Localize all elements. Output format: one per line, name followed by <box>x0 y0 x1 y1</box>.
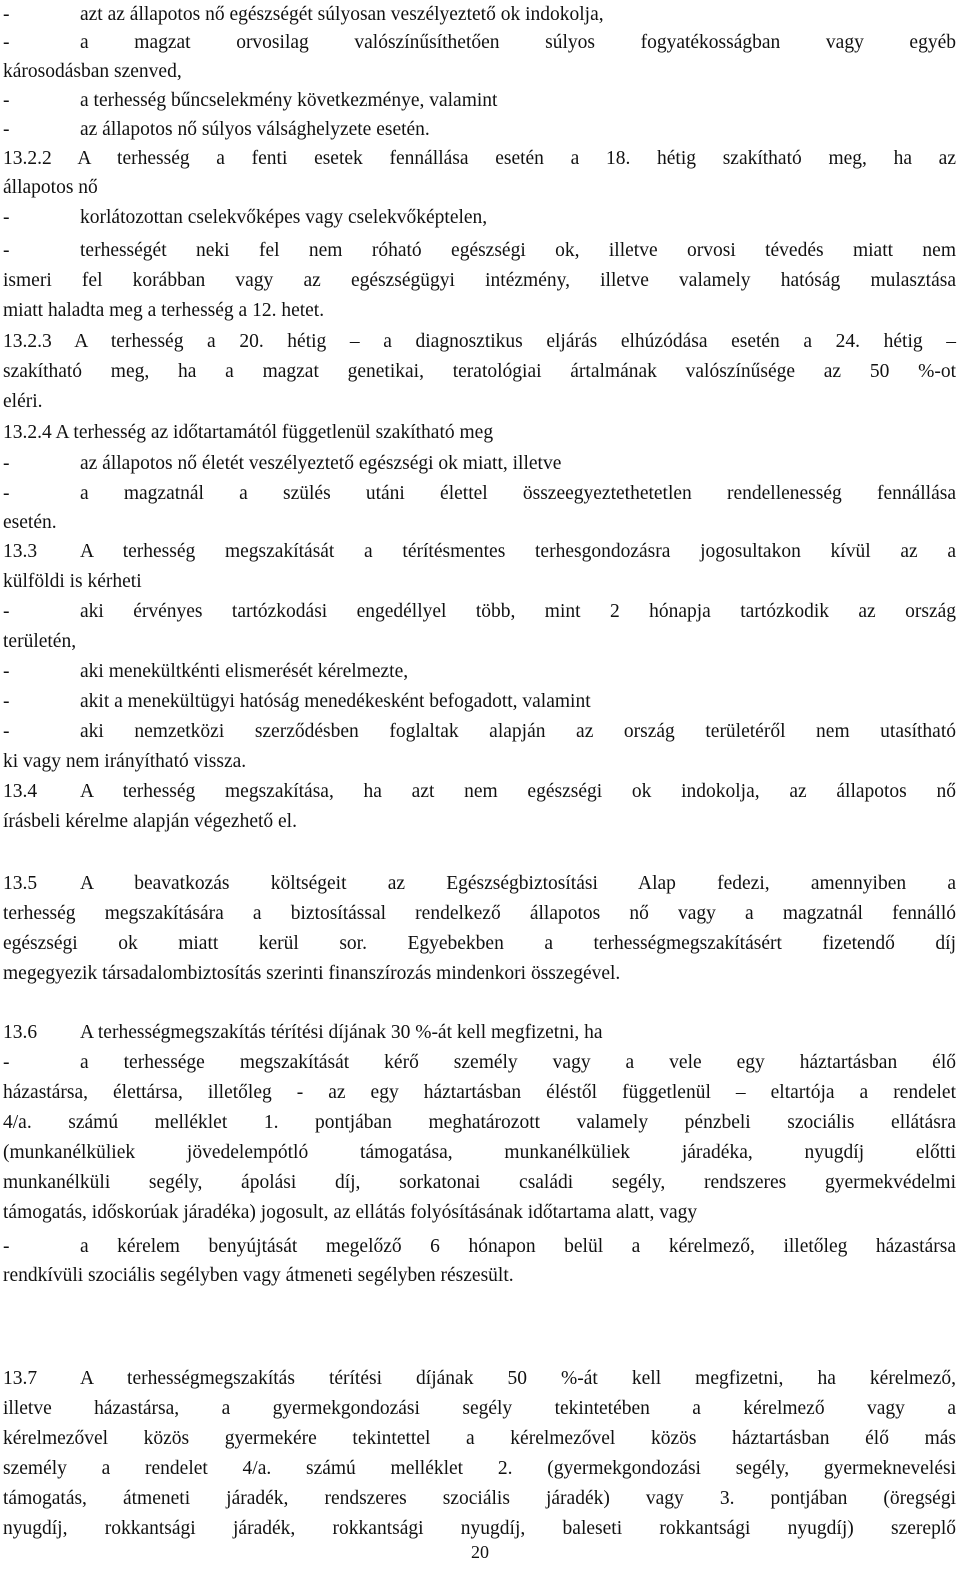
text-line: terhesség megszakítására a biztosítással rendelkező állapotos nő vagy a magzatnál fennálló <box>3 903 956 924</box>
text-line: írásbeli kérelme alapján végezhető el. <box>3 811 297 832</box>
bullet-dash: - <box>3 32 10 53</box>
text-line: esetén. <box>3 512 57 533</box>
bullet-line <box>3 28 956 58</box>
text-line: kérelmezővel közös gyermekére tekintettel a kérelmezővel közös háztartásban élő más <box>3 1428 956 1449</box>
bullet-dash: - <box>3 240 10 261</box>
section-number: 13.3 <box>3 541 38 562</box>
bullet-dash: - <box>3 1052 10 1073</box>
text-line: állapotos nő <box>3 177 98 198</box>
text-line: támogatás, időskorúak járadéka) jogosult, az ellátás folyósításának időtartama alatt, vagy <box>3 1202 698 1223</box>
section-line <box>3 1364 956 1394</box>
bullet-text: a terhesség bűncselekmény következménye, valamint <box>80 90 498 111</box>
bullet-text: az állapotos nő súlyos válsághelyzete esetén. <box>80 119 430 140</box>
text-line: 13.2.3 A terhesség a 20. hétig – a diagnosztikus eljárás elhúzódása esetén a 24. hétig – <box>3 331 956 352</box>
section-number: 13.7 <box>3 1368 38 1389</box>
text-line: eléri. <box>3 391 43 412</box>
text-line: egészségi ok miatt kerül sor. Egyebekben a terhességmegszakításért fizetendő díj <box>3 933 956 954</box>
text-line: megegyezik társadalombiztosítás szerinti finanszírozás mindenkori összegével. <box>3 963 621 984</box>
text-line: külföldi is kérheti <box>3 571 142 592</box>
bullet-line <box>3 1232 956 1262</box>
bullet-line <box>3 687 956 717</box>
bullet-dash: - <box>3 119 10 140</box>
text-line: 13.2.2 A terhesség a fenti esetek fennállása esetén a 18. hétig szakítható meg, ha az <box>3 148 956 169</box>
page-number: 20 <box>471 1542 489 1562</box>
bullet-text: a magzatnál a szülés utáni élettel összeegyeztethetetlen rendellenesség fennállása <box>80 483 956 504</box>
section-line <box>3 777 956 807</box>
bullet-text: az állapotos nő életét veszélyeztető egészségi ok miatt, illetve <box>80 453 562 474</box>
text-line: nyugdíj, rokkantsági járadék, rokkantsági nyugdíj, baleseti rokkantsági nyugdíj) szereplő <box>3 1518 956 1539</box>
bullet-text: a kérelem benyújtását megelőző 6 hónapon belül a kérelmező, illetőleg házastársa <box>80 1236 956 1257</box>
text-line: károsodásban szenved, <box>3 61 182 82</box>
bullet-line <box>3 86 956 116</box>
text-line: ismeri fel korábban vagy az egészségügyi intézmény, illetve valamely hatóság mulasztása <box>3 270 956 291</box>
section-number: 13.4 <box>3 781 38 802</box>
bullet-line <box>3 479 956 509</box>
text-line: területén, <box>3 631 77 652</box>
text-line: ki vagy nem irányítható vissza. <box>3 751 247 772</box>
bullet-line <box>3 449 956 479</box>
text-line: szakítható meg, ha a magzat genetikai, teratológiai ártalmának valószínűsége az 50 %-ot <box>3 361 956 382</box>
bullet-line <box>3 1048 956 1078</box>
text-line: miatt haladta meg a terhesség a 12. hetet. <box>3 300 325 321</box>
text-line: 4/a. számú melléklet 1. pontjában meghatározott valamely pénzbeli szociális ellátásra <box>3 1112 956 1133</box>
bullet-dash: - <box>3 90 10 111</box>
text-line: 13.2.4 A terhesség az időtartamától függetlenül szakítható meg <box>3 422 494 443</box>
section-number: 13.5 <box>3 873 38 894</box>
bullet-dash: - <box>3 453 10 474</box>
bullet-line <box>3 597 956 627</box>
section-text: A terhességmegszakítás térítési díjának 50 %-át kell megfizetni, ha kérelmező, <box>80 1368 956 1389</box>
bullet-line <box>3 236 956 266</box>
section-line <box>3 537 956 567</box>
section-line <box>3 1018 956 1048</box>
text-line: illetve házastársa, a gyermekgondozási segély tekintetében a kérelmező vagy a <box>3 1398 956 1419</box>
bullet-text: a terhessége megszakítását kérő személy vagy a vele egy háztartásban élő <box>80 1052 956 1073</box>
bullet-text: a magzat orvosilag valószínűsíthetően súlyos fogyatékosságban vagy egyéb <box>80 32 956 53</box>
text-line: személy a rendelet 4/a. számú melléklet 2. (gyermekgondozási segély, gyermeknevelési <box>3 1458 956 1479</box>
bullet-dash: - <box>3 207 10 228</box>
bullet-dash: - <box>3 483 10 504</box>
bullet-text: azt az állapotos nő egészségét súlyosan veszélyeztető ok indokolja, <box>80 4 604 25</box>
section-text: A beavatkozás költségeit az Egészségbiztosítási Alap fedezi, amennyiben a <box>80 873 956 894</box>
section-text: A terhesség megszakítását a térítésmentes terhesgondozásra jogosultakon kívül az a <box>80 541 956 562</box>
bullet-text: terhességét neki fel nem róható egészségi ok, illetve orvosi tévedés miatt nem <box>80 240 956 261</box>
bullet-dash: - <box>3 601 10 622</box>
section-text: A terhességmegszakítás térítési díjának 30 %-át kell megfizetni, ha <box>80 1022 603 1043</box>
bullet-text: aki menekültkénti elismerését kérelmezte, <box>80 661 409 682</box>
bullet-dash: - <box>3 661 10 682</box>
text-line: rendkívüli szociális segélyben vagy átmeneti segélyben részesült. <box>3 1265 514 1286</box>
bullet-dash: - <box>3 691 10 712</box>
bullet-line <box>3 203 956 233</box>
bullet-text: aki nemzetközi szerződésben foglaltak alapján az ország területéről nem utasítható <box>80 721 956 742</box>
section-number: 13.6 <box>3 1022 38 1043</box>
text-line: munkanélküli segély, ápolási díj, sorkatonai családi segély, rendszeres gyermekvédelmi <box>3 1172 956 1193</box>
bullet-text: akit a menekültügyi hatóság menedékesként befogadott, valamint <box>80 691 591 712</box>
bullet-dash: - <box>3 1236 10 1257</box>
section-line <box>3 869 956 899</box>
bullet-line <box>3 657 956 687</box>
bullet-line <box>3 115 956 145</box>
bullet-line <box>3 0 956 30</box>
bullet-dash: - <box>3 4 10 25</box>
bullet-text: aki érvényes tartózkodási engedéllyel több, mint 2 hónapja tartózkodik az ország <box>80 601 956 622</box>
text-line: támogatás, átmeneti járadék, rendszeres szociális járadék) vagy 3. pontjában (öregségi <box>3 1488 956 1509</box>
bullet-text: korlátozottan cselekvőképes vagy cselekvőképtelen, <box>80 207 488 228</box>
text-line: (munkanélküliek jövedelempótló támogatása, munkanélküliek járadéka, nyugdíj előtti <box>3 1142 956 1163</box>
section-text: A terhesség megszakítása, ha azt nem egészségi ok indokolja, az állapotos nő <box>80 781 956 802</box>
bullet-dash: - <box>3 721 10 742</box>
text-line: házastársa, élettársa, illetőleg - az egy háztartásban éléstől függetlenül – eltartója a rendelet <box>3 1082 956 1103</box>
bullet-line <box>3 717 956 747</box>
